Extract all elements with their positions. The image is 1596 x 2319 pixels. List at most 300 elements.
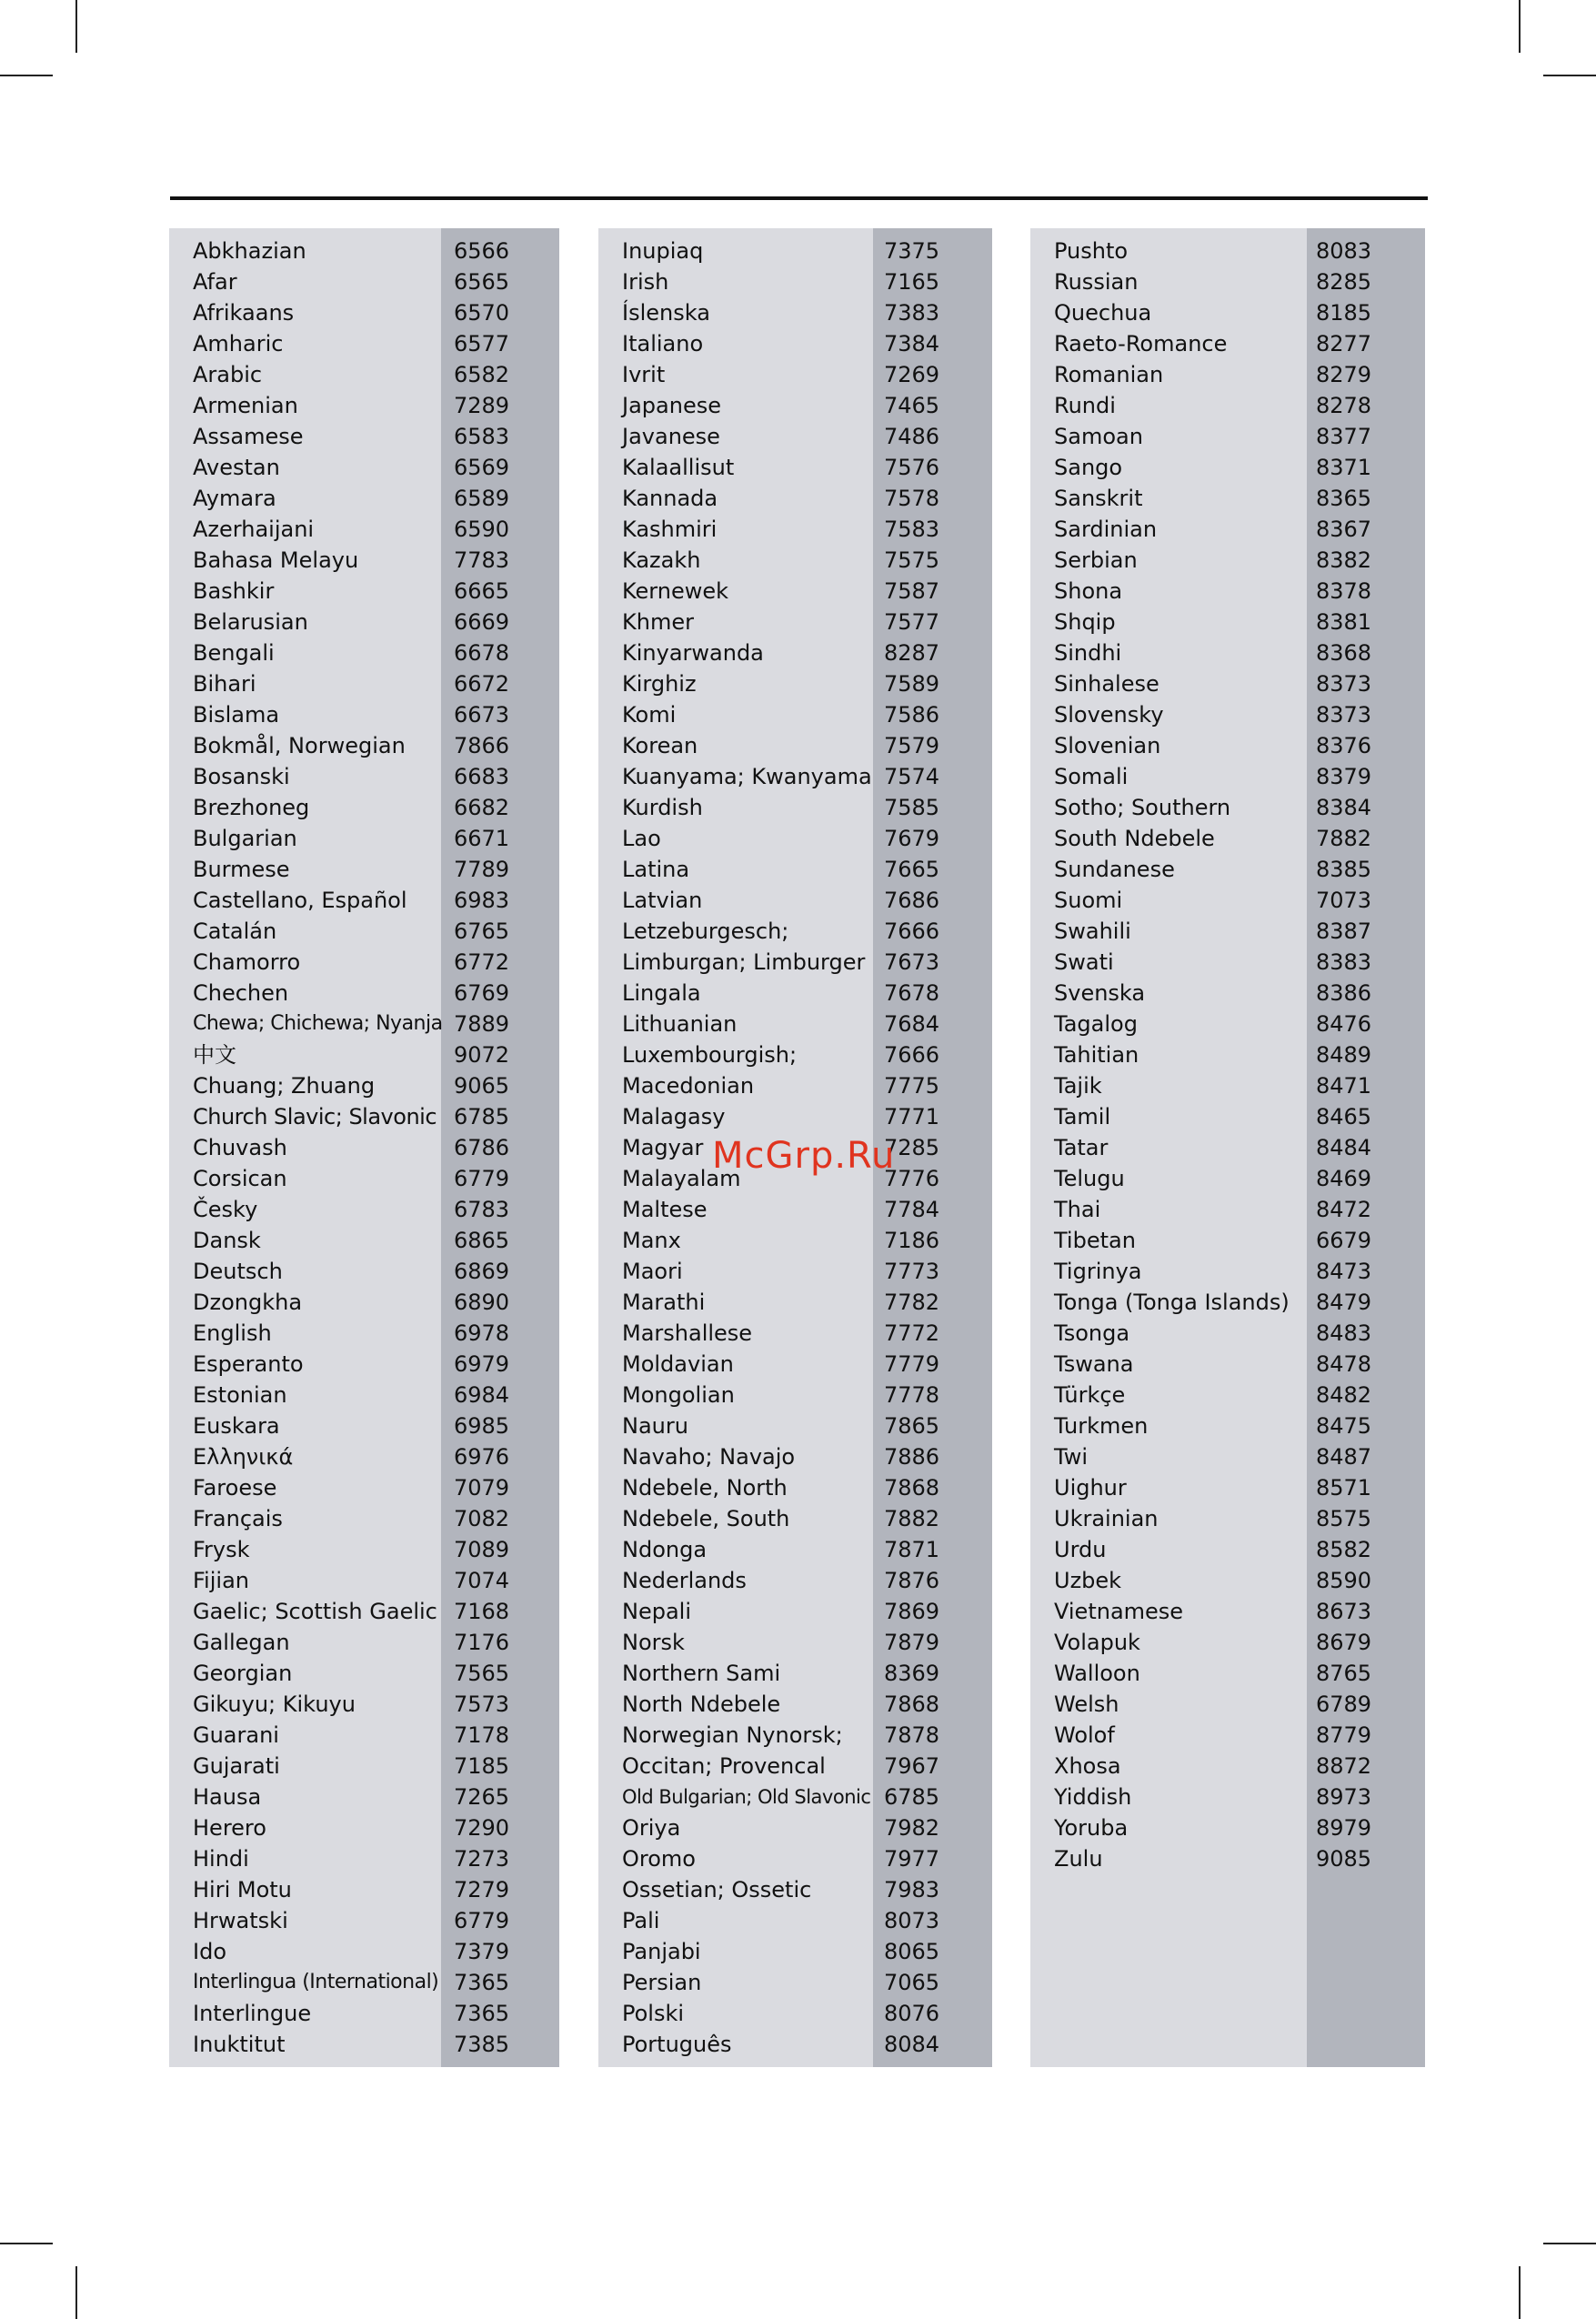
table-row [598, 483, 992, 514]
language-code: 6565 [454, 269, 510, 295]
table-row [1030, 328, 1425, 359]
language-name: Inuktitut [193, 2032, 286, 2057]
language-name: Hausa [193, 1784, 262, 1810]
language-code: 7486 [884, 424, 940, 449]
table-row [598, 1070, 992, 1101]
language-code: 7982 [884, 1815, 940, 1841]
language-code: 8779 [1316, 1722, 1372, 1748]
table-row [1030, 1689, 1425, 1720]
language-name: Uighur [1054, 1475, 1127, 1501]
table-row [598, 1534, 992, 1565]
table-row [1030, 947, 1425, 978]
language-code: 8065 [884, 1939, 940, 1964]
language-name: South Ndebele [1054, 826, 1215, 851]
language-name: Kirghiz [622, 671, 697, 697]
table-row [169, 545, 559, 576]
language-name: Mongolian [622, 1382, 735, 1408]
crop-mark [1519, 2266, 1521, 2319]
language-code: 7866 [454, 733, 510, 758]
language-code: 6570 [454, 300, 510, 326]
language-name: Tatar [1054, 1135, 1109, 1160]
language-name: Sindhi [1054, 640, 1122, 666]
language-name: Tibetan [1054, 1228, 1136, 1253]
language-code: 6769 [454, 980, 510, 1006]
language-code: 7565 [454, 1661, 510, 1686]
language-name: Manx [622, 1228, 681, 1253]
language-code: 7665 [884, 857, 940, 882]
language-name: Tahitian [1054, 1042, 1139, 1068]
language-code: 6673 [454, 702, 510, 728]
table-row [169, 1596, 559, 1627]
language-code: 7886 [884, 1444, 940, 1470]
language-name: Svenska [1054, 980, 1146, 1006]
language-code: 8365 [1316, 486, 1372, 511]
table-row [1030, 1349, 1425, 1380]
language-name: Latina [622, 857, 690, 882]
table-row [169, 1905, 559, 1936]
language-name: Hiri Motu [193, 1877, 292, 1902]
language-code: 7878 [884, 1722, 940, 1748]
language-name: Faroese [193, 1475, 277, 1501]
language-name: Marathi [622, 1290, 706, 1315]
language-name: Bokmål, Norwegian [193, 733, 406, 758]
table-row [598, 390, 992, 421]
language-name: Nederlands [622, 1568, 747, 1593]
language-name: Armenian [193, 393, 298, 418]
table-row [598, 1472, 992, 1503]
language-name: Bislama [193, 702, 280, 728]
table-row [169, 328, 559, 359]
table-row [598, 576, 992, 607]
language-name: Gujarati [193, 1753, 280, 1779]
language-code: 8479 [1316, 1290, 1372, 1315]
table-row [598, 328, 992, 359]
language-name: Esperanto [193, 1351, 304, 1377]
language-code: 8367 [1316, 517, 1372, 542]
language-code: 6789 [1316, 1692, 1372, 1717]
language-code: 6785 [884, 1784, 940, 1810]
language-name: Xhosa [1054, 1753, 1121, 1779]
language-name: Pushto [1054, 238, 1129, 264]
language-code: 8385 [1316, 857, 1372, 882]
table-row [1030, 1287, 1425, 1318]
language-name: Sundanese [1054, 857, 1175, 882]
language-name: Turkmen [1054, 1413, 1149, 1439]
language-code: 7465 [884, 393, 940, 418]
table-row [169, 761, 559, 792]
table-row [169, 1441, 559, 1472]
language-code: 6779 [454, 1166, 510, 1191]
table-row [1030, 823, 1425, 854]
language-code: 6869 [454, 1259, 510, 1284]
language-code: 7869 [884, 1599, 940, 1624]
table-row [598, 1318, 992, 1349]
language-code: 6976 [454, 1444, 510, 1470]
table-row [169, 1132, 559, 1163]
table-row [598, 699, 992, 730]
language-code: 6671 [454, 826, 510, 851]
language-name: Sinhalese [1054, 671, 1159, 697]
table-row [1030, 266, 1425, 297]
language-name: Afar [193, 269, 237, 295]
table-row [598, 1812, 992, 1843]
language-code: 7073 [1316, 888, 1372, 913]
table-row [598, 1256, 992, 1287]
table-row [1030, 1070, 1425, 1101]
table-row [1030, 1720, 1425, 1751]
table-row [1030, 1658, 1425, 1689]
language-code: 6583 [454, 424, 510, 449]
language-code: 7977 [884, 1846, 940, 1872]
header-rule [170, 196, 1428, 200]
crop-mark [0, 2243, 53, 2244]
table-row [598, 1441, 992, 1472]
language-code: 6669 [454, 609, 510, 635]
language-name: Kurdish [622, 795, 703, 820]
table-row [598, 514, 992, 545]
language-name: Interlingua (International) [193, 1971, 439, 1993]
language-code: 8473 [1316, 1259, 1372, 1284]
language-name: Sango [1054, 455, 1123, 480]
table-row [169, 1936, 559, 1967]
language-name: Gallegan [193, 1630, 290, 1655]
language-code: 7577 [884, 609, 940, 635]
language-code: 8575 [1316, 1506, 1372, 1531]
language-code: 8765 [1316, 1661, 1372, 1686]
language-code: 8285 [1316, 269, 1372, 295]
table-row [169, 1101, 559, 1132]
language-name: Gikuyu; Kikuyu [193, 1692, 356, 1717]
table-row [1030, 514, 1425, 545]
table-row [1030, 1132, 1425, 1163]
table-row [598, 1101, 992, 1132]
table-row [1030, 916, 1425, 947]
table-row [1030, 1843, 1425, 1874]
language-code: 7666 [884, 1042, 940, 1068]
language-code: 6682 [454, 795, 510, 820]
language-name: Yoruba [1054, 1815, 1129, 1841]
language-code: 9072 [454, 1042, 510, 1068]
table-row [598, 1967, 992, 1998]
language-code: 8679 [1316, 1630, 1372, 1655]
language-code: 6590 [454, 517, 510, 542]
table-row [598, 1936, 992, 1967]
language-code: 8371 [1316, 455, 1372, 480]
language-name: Tamil [1054, 1104, 1111, 1129]
language-name: Italiano [622, 331, 704, 356]
language-name: Dansk [193, 1228, 261, 1253]
table-row [598, 1843, 992, 1874]
language-name: Somali [1054, 764, 1129, 789]
language-code: 7775 [884, 1073, 940, 1099]
language-code: 7782 [884, 1290, 940, 1315]
language-name: Sotho; Southern [1054, 795, 1231, 820]
language-code: 8376 [1316, 733, 1372, 758]
language-name: Walloon [1054, 1661, 1140, 1686]
language-name: Arabic [193, 362, 263, 387]
table-row [598, 637, 992, 668]
language-name: Malagasy [622, 1104, 726, 1129]
table-row [169, 1812, 559, 1843]
language-name: Pali [622, 1908, 660, 1933]
table-row [1030, 236, 1425, 266]
table-row [169, 1009, 559, 1039]
language-code: 7285 [884, 1135, 940, 1160]
language-code: 7587 [884, 578, 940, 604]
language-code: 8083 [1316, 238, 1372, 264]
language-name: Maori [622, 1259, 683, 1284]
language-name: Samoan [1054, 424, 1143, 449]
language-code: 7573 [454, 1692, 510, 1717]
language-code: 7269 [884, 362, 940, 387]
language-name: Tajik [1054, 1073, 1102, 1099]
table-row [1030, 1194, 1425, 1225]
table-row [1030, 545, 1425, 576]
language-name: Ido [193, 1939, 226, 1964]
language-code: 7578 [884, 486, 940, 511]
table-row [598, 297, 992, 328]
table-row [169, 1225, 559, 1256]
language-code: 8484 [1316, 1135, 1372, 1160]
table-row [169, 607, 559, 637]
table-row [1030, 1163, 1425, 1194]
language-code: 6785 [454, 1104, 510, 1129]
language-name: Kernewek [622, 578, 729, 604]
language-code: 7583 [884, 517, 940, 542]
language-code: 9085 [1316, 1846, 1372, 1872]
table-row [1030, 483, 1425, 514]
language-name: Ukrainian [1054, 1506, 1159, 1531]
crop-mark [1543, 2243, 1596, 2244]
language-name: Oromo [622, 1846, 696, 1872]
table-row [169, 1039, 559, 1070]
language-name: Chuvash [193, 1135, 287, 1160]
table-row [1030, 1441, 1425, 1472]
language-code: 7889 [454, 1011, 510, 1037]
language-name: 中文 [193, 1042, 236, 1068]
table-row [169, 266, 559, 297]
language-code: 7185 [454, 1753, 510, 1779]
language-name: Thai [1054, 1197, 1101, 1222]
language-code: 7273 [454, 1846, 510, 1872]
language-code: 7686 [884, 888, 940, 913]
language-code: 7079 [454, 1475, 510, 1501]
language-code: 8979 [1316, 1815, 1372, 1841]
table-row [1030, 1101, 1425, 1132]
language-code: 7168 [454, 1599, 510, 1624]
language-code: 7678 [884, 980, 940, 1006]
language-code: 7165 [884, 269, 940, 295]
table-row [598, 947, 992, 978]
language-name: Zulu [1054, 1846, 1103, 1872]
language-code: 7778 [884, 1382, 940, 1408]
language-code: 7779 [884, 1351, 940, 1377]
table-row [169, 947, 559, 978]
language-name: Ivrit [622, 362, 666, 387]
language-table-3 [1030, 228, 1425, 2067]
table-row [1030, 607, 1425, 637]
language-code: 7178 [454, 1722, 510, 1748]
language-name: Türkçe [1054, 1382, 1126, 1408]
language-code: 8471 [1316, 1073, 1372, 1099]
language-code: 6984 [454, 1382, 510, 1408]
table-row [598, 1349, 992, 1380]
language-name: Yiddish [1054, 1784, 1132, 1810]
language-name: Letzeburgesch; [622, 919, 789, 944]
table-row [1030, 1565, 1425, 1596]
table-row [598, 236, 992, 266]
language-code: 8277 [1316, 331, 1372, 356]
language-name: Swahili [1054, 919, 1131, 944]
language-name: Sanskrit [1054, 486, 1143, 511]
table-row [1030, 1380, 1425, 1410]
language-code: 6672 [454, 671, 510, 697]
language-name: Marshallese [622, 1320, 753, 1346]
table-row [598, 916, 992, 947]
language-code: 8476 [1316, 1011, 1372, 1037]
table-row [1030, 854, 1425, 885]
table-row [598, 1627, 992, 1658]
language-name: Maltese [622, 1197, 708, 1222]
language-code: 6678 [454, 640, 510, 666]
language-name: Bulgarian [193, 826, 297, 851]
language-name: Old Bulgarian; Old Slavonic [622, 1786, 871, 1808]
language-name: Afrikaans [193, 300, 295, 326]
language-name: Česky [193, 1197, 258, 1222]
language-code: 7089 [454, 1537, 510, 1562]
language-code: 7365 [454, 2001, 510, 2026]
table-row [169, 483, 559, 514]
language-code: 8076 [884, 2001, 940, 2026]
language-code: 6865 [454, 1228, 510, 1253]
language-code: 8368 [1316, 640, 1372, 666]
language-code: 8487 [1316, 1444, 1372, 1470]
table-row [169, 916, 559, 947]
language-name: English [193, 1320, 272, 1346]
table-row [1030, 1039, 1425, 1070]
language-code: 8469 [1316, 1166, 1372, 1191]
table-row [169, 1318, 559, 1349]
language-code: 6985 [454, 1413, 510, 1439]
language-code: 6589 [454, 486, 510, 511]
language-code: 7186 [884, 1228, 940, 1253]
language-code: 8373 [1316, 671, 1372, 697]
language-code: 7290 [454, 1815, 510, 1841]
table-row [598, 668, 992, 699]
language-name: Frysk [193, 1537, 250, 1562]
table-row [598, 2029, 992, 2060]
table-row [169, 1751, 559, 1782]
language-name: Fijian [193, 1568, 249, 1593]
language-code: 7585 [884, 795, 940, 820]
table-row [598, 607, 992, 637]
table-row [169, 359, 559, 390]
language-code: 8387 [1316, 919, 1372, 944]
table-row [1030, 668, 1425, 699]
table-row [169, 823, 559, 854]
table-row [1030, 978, 1425, 1009]
language-table-1 [169, 228, 559, 2067]
language-name: Komi [622, 702, 677, 728]
language-name: Persian [622, 1970, 702, 1995]
crop-mark [1519, 0, 1521, 53]
language-code: 7879 [884, 1630, 940, 1655]
language-name: Ndebele, South [622, 1506, 790, 1531]
table-row [169, 2029, 559, 2060]
language-name: Lao [622, 826, 661, 851]
language-code: 7384 [884, 331, 940, 356]
table-row [1030, 699, 1425, 730]
crop-mark [75, 0, 77, 53]
language-name: Kashmiri [622, 517, 718, 542]
language-name: Polski [622, 2001, 685, 2026]
table-row [1030, 792, 1425, 823]
language-name: Castellano, Español [193, 888, 407, 913]
language-code: 8369 [884, 1661, 940, 1686]
table-row [598, 1658, 992, 1689]
language-code: 7065 [884, 1970, 940, 1995]
language-code: 8378 [1316, 578, 1372, 604]
table-row [598, 266, 992, 297]
language-code: 7871 [884, 1537, 940, 1562]
language-name: Welsh [1054, 1692, 1119, 1717]
language-code: 7684 [884, 1011, 940, 1037]
language-name: Magyar [622, 1135, 704, 1160]
language-name: Urdu [1054, 1537, 1107, 1562]
language-name: Moldavian [622, 1351, 734, 1377]
language-name: Inupiaq [622, 238, 704, 264]
language-name: Interlingue [193, 2001, 312, 2026]
table-row [1030, 1627, 1425, 1658]
language-code: 7771 [884, 1104, 940, 1129]
language-code: 7574 [884, 764, 940, 789]
table-row [169, 1967, 559, 1998]
table-row [169, 1194, 559, 1225]
table-row [598, 1751, 992, 1782]
table-row [1030, 359, 1425, 390]
table-row [169, 297, 559, 328]
language-name: Latvian [622, 888, 703, 913]
language-code: 8386 [1316, 980, 1372, 1006]
language-code: 6683 [454, 764, 510, 789]
language-code: 7579 [884, 733, 940, 758]
language-name: Guarani [193, 1722, 279, 1748]
language-name: Tonga (Tonga Islands) [1054, 1290, 1290, 1315]
table-row [598, 452, 992, 483]
table-row [169, 1256, 559, 1287]
table-row [1030, 1596, 1425, 1627]
table-row [169, 1503, 559, 1534]
table-row [169, 236, 559, 266]
language-name: Français [193, 1506, 283, 1531]
language-code: 7575 [884, 547, 940, 573]
table-row [1030, 1472, 1425, 1503]
language-name: Português [622, 2032, 732, 2057]
table-row [598, 854, 992, 885]
language-name: Ndebele, North [622, 1475, 788, 1501]
language-name: Romanian [1054, 362, 1164, 387]
table-row [598, 1287, 992, 1318]
language-code: 8489 [1316, 1042, 1372, 1068]
table-row [1030, 576, 1425, 607]
language-code: 8384 [1316, 795, 1372, 820]
language-name: Assamese [193, 424, 304, 449]
language-code: 6772 [454, 949, 510, 975]
language-name: Quechua [1054, 300, 1152, 326]
language-name: Íslenska [622, 300, 710, 326]
language-name: Bashkir [193, 578, 275, 604]
language-name: Kuanyama; Kwanyama [622, 764, 872, 789]
